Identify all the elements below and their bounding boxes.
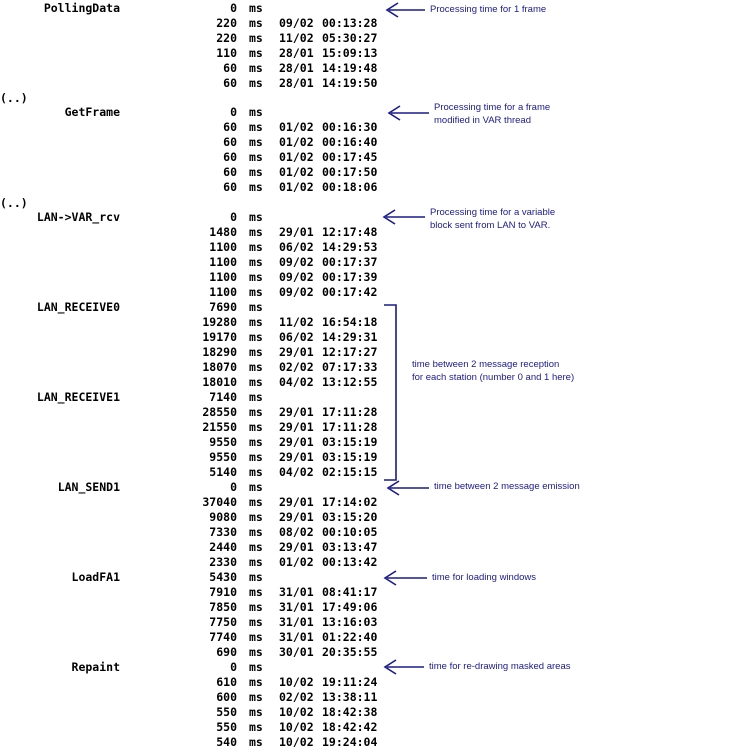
peak-value: 220 (216, 31, 237, 45)
unit-label: ms (249, 46, 263, 60)
annotation-note (412, 358, 574, 384)
peak-value: 540 (216, 735, 237, 749)
unit-label: ms (249, 480, 263, 494)
unit-label: ms (249, 300, 263, 314)
unit-label: ms (249, 1, 263, 15)
peak-time: 00:17:50 (322, 165, 378, 179)
peak-value: 9080 (209, 510, 237, 524)
current-value: 5430 (209, 570, 237, 584)
peak-date: 10/02 (279, 735, 314, 749)
annotation-line: time for loading windows (432, 572, 537, 583)
peak-time: 03:15:20 (322, 510, 378, 524)
peak-time: 14:19:48 (322, 61, 378, 75)
peak-time: 07:17:33 (322, 360, 378, 374)
peak-time: 17:49:06 (322, 600, 378, 614)
peak-time: 12:17:27 (322, 345, 378, 359)
annotation-line: time between 2 message reception (412, 359, 560, 370)
history-row (0, 76, 734, 91)
history-row (0, 420, 734, 435)
unit-label: ms (249, 255, 263, 269)
history-row (0, 31, 734, 46)
peak-date: 29/01 (279, 435, 314, 449)
counter-name: Repaint (71, 660, 120, 674)
peak-time: 18:42:38 (322, 705, 378, 719)
section-header-row (0, 390, 734, 405)
peak-date: 29/01 (279, 225, 314, 239)
peak-time: 00:17:39 (322, 270, 378, 284)
unit-label: ms (249, 660, 263, 674)
peak-time: 00:17:45 (322, 150, 378, 164)
unit-label: ms (249, 285, 263, 299)
peak-date: 28/01 (279, 46, 314, 60)
history-row (0, 120, 734, 135)
unit-label: ms (249, 345, 263, 359)
peak-time: 13:38:11 (322, 690, 378, 704)
history-row (0, 720, 734, 735)
history-row (0, 435, 734, 450)
peak-value: 2330 (209, 555, 237, 569)
peak-time: 00:13:28 (322, 16, 378, 30)
peak-date: 01/02 (279, 135, 314, 149)
peak-value: 18070 (202, 360, 237, 374)
annotation-line: modified in VAR thread (434, 115, 531, 126)
history-row (0, 61, 734, 76)
section-header-row (0, 660, 734, 675)
history-row (0, 225, 734, 240)
history-row (0, 645, 734, 660)
peak-date: 30/01 (279, 645, 314, 659)
peak-date: 31/01 (279, 630, 314, 644)
peak-time: 00:18:06 (322, 180, 378, 194)
unit-label: ms (249, 225, 263, 239)
unit-label: ms (249, 61, 263, 75)
history-row (0, 705, 734, 720)
peak-value: 19170 (202, 330, 237, 344)
unit-label: ms (249, 76, 263, 90)
peak-time: 15:09:13 (322, 46, 378, 60)
unit-label: ms (249, 120, 263, 134)
peak-value: 550 (216, 720, 237, 734)
history-row (0, 510, 734, 525)
history-row (0, 675, 734, 690)
annotation-note (434, 101, 550, 127)
peak-value: 60 (223, 61, 237, 75)
peak-time: 14:29:53 (322, 240, 378, 254)
annotation-note (430, 206, 555, 232)
unit-label: ms (249, 315, 263, 329)
peak-time: 12:17:48 (322, 225, 378, 239)
history-row (0, 360, 734, 375)
peak-date: 06/02 (279, 330, 314, 344)
counter-name: LAN_RECEIVE0 (36, 300, 120, 314)
history-row (0, 465, 734, 480)
section-header-row (0, 300, 734, 315)
peak-date: 09/02 (279, 270, 314, 284)
unit-label: ms (249, 180, 263, 194)
peak-date: 29/01 (279, 495, 314, 509)
unit-label: ms (249, 570, 263, 584)
current-value: 7690 (209, 300, 237, 314)
counter-name: LoadFA1 (71, 570, 120, 584)
peak-time: 00:16:30 (322, 120, 378, 134)
peak-time: 01:22:40 (322, 630, 378, 644)
peak-date: 02/02 (279, 360, 314, 374)
peak-date: 02/02 (279, 690, 314, 704)
history-row (0, 135, 734, 150)
peak-time: 19:11:24 (322, 675, 378, 689)
peak-date: 10/02 (279, 675, 314, 689)
history-row (0, 165, 734, 180)
peak-date: 09/02 (279, 285, 314, 299)
unit-label: ms (249, 735, 263, 749)
peak-value: 7750 (209, 615, 237, 629)
unit-label: ms (249, 720, 263, 734)
peak-date: 31/01 (279, 585, 314, 599)
peak-value: 5140 (209, 465, 237, 479)
peak-time: 14:29:31 (322, 330, 378, 344)
peak-date: 01/02 (279, 165, 314, 179)
peak-time: 00:16:40 (322, 135, 378, 149)
unit-label: ms (249, 270, 263, 284)
current-value: 0 (230, 660, 237, 674)
peak-time: 03:15:19 (322, 435, 378, 449)
counter-name: LAN->VAR_rcv (36, 210, 120, 224)
peak-value: 2440 (209, 540, 237, 554)
peak-value: 19280 (202, 315, 237, 329)
peak-date: 06/02 (279, 240, 314, 254)
peak-value: 37040 (202, 495, 237, 509)
peak-date: 29/01 (279, 405, 314, 419)
unit-label: ms (249, 360, 263, 374)
peak-date: 28/01 (279, 76, 314, 90)
history-row (0, 450, 734, 465)
history-row (0, 405, 734, 420)
peak-value: 18290 (202, 345, 237, 359)
unit-label: ms (249, 135, 263, 149)
peak-date: 01/02 (279, 120, 314, 134)
section-header-row (0, 480, 734, 495)
current-value: 0 (230, 1, 237, 15)
history-row (0, 330, 734, 345)
peak-value: 60 (223, 165, 237, 179)
history-row (0, 630, 734, 645)
history-row (0, 735, 734, 750)
history-row (0, 16, 734, 31)
counter-name: GetFrame (64, 105, 120, 119)
unit-label: ms (249, 240, 263, 254)
history-row (0, 285, 734, 300)
peak-value: 7330 (209, 525, 237, 539)
annotation-note (434, 480, 580, 493)
peak-value: 610 (216, 675, 237, 689)
history-row (0, 495, 734, 510)
annotation-line: block sent from LAN to VAR. (430, 220, 551, 231)
peak-time: 02:15:15 (322, 465, 378, 479)
annotation-note (429, 660, 571, 673)
ellipsis-marker: (..) (0, 196, 28, 210)
peak-date: 01/02 (279, 180, 314, 194)
history-row (0, 180, 734, 195)
peak-date: 29/01 (279, 510, 314, 524)
history-row (0, 150, 734, 165)
peak-date: 11/02 (279, 315, 314, 329)
section-header-row (0, 570, 734, 585)
peak-time: 17:11:28 (322, 405, 378, 419)
peak-value: 1480 (209, 225, 237, 239)
peak-value: 7740 (209, 630, 237, 644)
peak-time: 00:17:42 (322, 285, 378, 299)
unit-label: ms (249, 105, 263, 119)
peak-time: 13:16:03 (322, 615, 378, 629)
peak-date: 28/01 (279, 61, 314, 75)
annotation-line: Processing time for a frame (434, 102, 551, 113)
peak-date: 04/02 (279, 465, 314, 479)
unit-label: ms (249, 510, 263, 524)
annotation-line: Processing time for a variable (430, 207, 556, 218)
peak-value: 60 (223, 180, 237, 194)
peak-time: 00:17:37 (322, 255, 378, 269)
peak-value: 690 (216, 645, 237, 659)
unit-label: ms (249, 495, 263, 509)
peak-value: 550 (216, 705, 237, 719)
history-row (0, 46, 734, 61)
current-value: 0 (230, 480, 237, 494)
peak-value: 60 (223, 150, 237, 164)
peak-date: 29/01 (279, 345, 314, 359)
unit-label: ms (249, 210, 263, 224)
history-row (0, 615, 734, 630)
peak-time: 00:13:42 (322, 555, 378, 569)
unit-label: ms (249, 645, 263, 659)
history-row (0, 555, 734, 570)
history-row (0, 345, 734, 360)
peak-time: 13:12:55 (322, 375, 378, 389)
current-value: 0 (230, 210, 237, 224)
peak-time: 03:13:47 (322, 540, 378, 554)
history-row (0, 585, 734, 600)
current-value: 0 (230, 105, 237, 119)
annotation-line: for each station (number 0 and 1 here) (412, 372, 575, 383)
peak-time: 08:41:17 (322, 585, 378, 599)
peak-time: 17:11:28 (322, 420, 378, 434)
annotation-line: Processing time for 1 frame (430, 4, 547, 15)
peak-value: 60 (223, 135, 237, 149)
peak-value: 9550 (209, 450, 237, 464)
peak-value: 7910 (209, 585, 237, 599)
history-row (0, 525, 734, 540)
history-row (0, 270, 734, 285)
peak-time: 00:10:05 (322, 525, 378, 539)
peak-date: 01/02 (279, 555, 314, 569)
annotation-line: time for re-drawing masked areas (429, 661, 571, 672)
unit-label: ms (249, 555, 263, 569)
unit-label: ms (249, 405, 263, 419)
peak-date: 09/02 (279, 255, 314, 269)
unit-label: ms (249, 31, 263, 45)
peak-date: 31/01 (279, 600, 314, 614)
history-row (0, 255, 734, 270)
counter-name: LAN_SEND1 (57, 480, 120, 494)
ellipsis-marker: (..) (0, 91, 28, 105)
peak-time: 18:42:42 (322, 720, 378, 734)
peak-date: 10/02 (279, 705, 314, 719)
unit-label: ms (249, 450, 263, 464)
peak-date: 08/02 (279, 525, 314, 539)
peak-value: 9550 (209, 435, 237, 449)
unit-label: ms (249, 600, 263, 614)
unit-label: ms (249, 330, 263, 344)
counter-name: LAN_RECEIVE1 (36, 390, 120, 404)
peak-date: 29/01 (279, 450, 314, 464)
unit-label: ms (249, 165, 263, 179)
unit-label: ms (249, 375, 263, 389)
history-row (0, 315, 734, 330)
section-header-row (0, 1, 734, 16)
peak-value: 60 (223, 76, 237, 90)
peak-date: 31/01 (279, 615, 314, 629)
unit-label: ms (249, 585, 263, 599)
peak-date: 04/02 (279, 375, 314, 389)
peak-value: 1100 (209, 270, 237, 284)
section-header-row (0, 210, 734, 225)
unit-label: ms (249, 150, 263, 164)
peak-time: 16:54:18 (322, 315, 378, 329)
history-row (0, 240, 734, 255)
peak-date: 10/02 (279, 720, 314, 734)
peak-value: 110 (216, 46, 237, 60)
unit-label: ms (249, 420, 263, 434)
history-row (0, 375, 734, 390)
peak-date: 29/01 (279, 420, 314, 434)
unit-label: ms (249, 675, 263, 689)
unit-label: ms (249, 690, 263, 704)
peak-date: 09/02 (279, 16, 314, 30)
unit-label: ms (249, 525, 263, 539)
unit-label: ms (249, 390, 263, 404)
peak-value: 21550 (202, 420, 237, 434)
history-row (0, 690, 734, 705)
peak-time: 19:24:04 (322, 735, 378, 749)
peak-value: 28550 (202, 405, 237, 419)
peak-date: 01/02 (279, 150, 314, 164)
annotation-note (432, 571, 536, 584)
peak-time: 20:35:55 (322, 645, 378, 659)
unit-label: ms (249, 540, 263, 554)
history-row (0, 600, 734, 615)
peak-time: 03:15:19 (322, 450, 378, 464)
peak-time: 05:30:27 (322, 31, 378, 45)
unit-label: ms (249, 16, 263, 30)
peak-date: 11/02 (279, 31, 314, 45)
peak-value: 1100 (209, 255, 237, 269)
peak-value: 1100 (209, 285, 237, 299)
counter-name: PollingData (43, 1, 120, 15)
peak-value: 1100 (209, 240, 237, 254)
peak-value: 220 (216, 16, 237, 30)
annotation-line: time between 2 message emission (434, 481, 580, 492)
history-row (0, 540, 734, 555)
unit-label: ms (249, 630, 263, 644)
peak-time: 17:14:02 (322, 495, 378, 509)
annotation-note (430, 3, 546, 16)
peak-date: 29/01 (279, 540, 314, 554)
peak-time: 14:19:50 (322, 76, 378, 90)
unit-label: ms (249, 435, 263, 449)
current-value: 7140 (209, 390, 237, 404)
section-header-row (0, 105, 734, 120)
unit-label: ms (249, 465, 263, 479)
unit-label: ms (249, 705, 263, 719)
peak-value: 7850 (209, 600, 237, 614)
peak-value: 600 (216, 690, 237, 704)
peak-value: 60 (223, 120, 237, 134)
unit-label: ms (249, 615, 263, 629)
peak-value: 18010 (202, 375, 237, 389)
